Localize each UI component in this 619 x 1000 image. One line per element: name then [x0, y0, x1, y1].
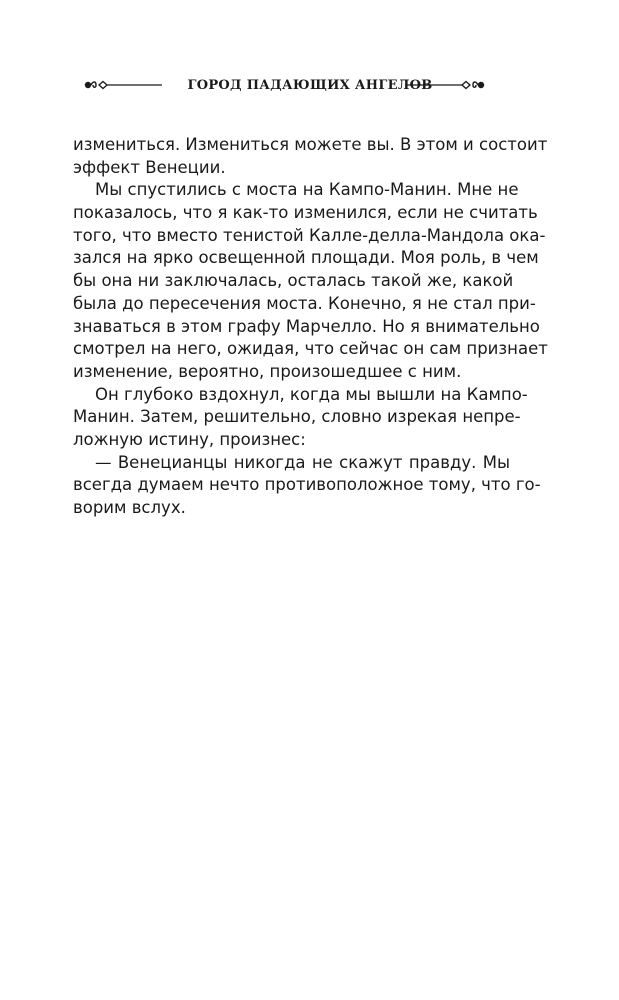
text-line: была до пересечения моста. Конечно, я не стал при- — [73, 293, 536, 313]
text-line: Мы спустились с моста на Кампо-Манин. Мне не — [95, 180, 519, 200]
running-head-title: ГОРОД ПАДАЮЩИХ АНГЕЛОВ — [187, 78, 433, 93]
text-line: ворим вслух. — [73, 498, 186, 517]
running-head — [0, 74, 619, 98]
text-line: всегда думаем нечто противоположное тому, что го- — [73, 475, 541, 495]
text-line: зался на ярко освещенной площади. Моя роль, в чем — [73, 248, 539, 268]
text-line: бы она ни заключалась, осталась такой же, какой — [73, 271, 514, 291]
text-line: измениться. Измениться можете вы. В этом и состоит — [73, 135, 548, 154]
text-line: — Венецианцы никогда не скажут правду. Мы — [95, 452, 510, 472]
text-line: показалось, что я как-то изменился, если не считать — [73, 203, 538, 223]
text-line: Манин. Затем, решительно, словно изрекая непре- — [73, 407, 521, 427]
text-line: смотрел на него, ожидая, что сейчас он сам признает — [73, 339, 548, 359]
text-line: Он глубоко вздохнул, когда мы вышли на Кампо- — [95, 384, 528, 404]
text-line: изменение, вероятно, произошедшее с ним. — [73, 361, 462, 381]
body-text — [73, 134, 548, 520]
right-ornament-icon — [405, 78, 485, 92]
text-line: ложную истину, произнес: — [73, 429, 306, 449]
text-line: знаваться в этом графу Марчелло. Но я внимательно — [73, 316, 540, 336]
text-line: того, что вместо тенистой Калле-делла-Мандола ока- — [73, 225, 546, 245]
left-ornament-icon — [84, 78, 164, 92]
text-line: эффект Венеции. — [73, 157, 226, 177]
